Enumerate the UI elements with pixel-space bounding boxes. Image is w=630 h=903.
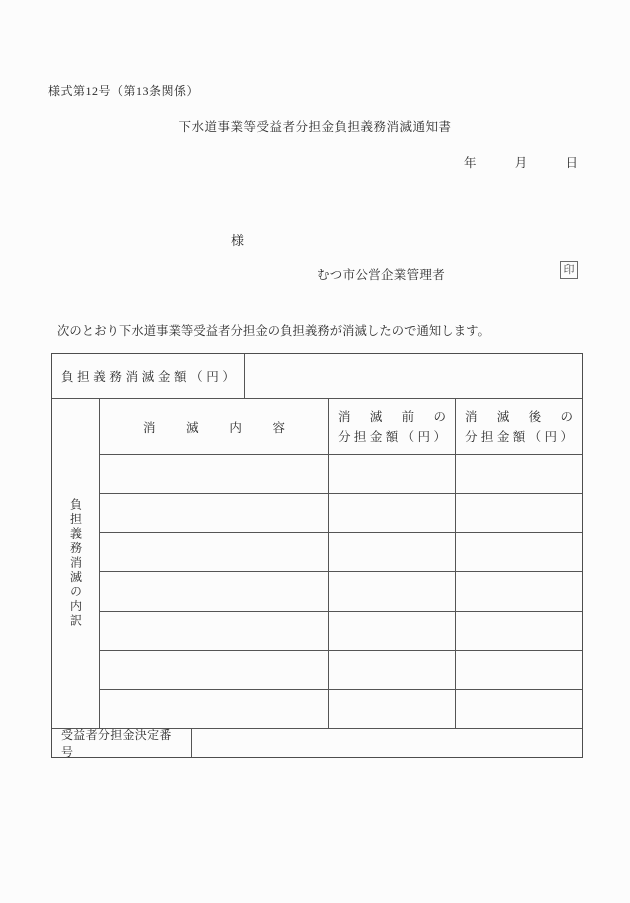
detail-after-cell [456, 690, 582, 728]
detail-before-cell [329, 455, 456, 493]
issuer-name: むつ市公営企業管理者 [317, 268, 446, 282]
header-before-cell [329, 399, 456, 454]
table-row [100, 532, 582, 571]
detail-content-cell [100, 455, 329, 493]
detail-rows-container [100, 454, 582, 728]
detail-after-cell [456, 651, 582, 689]
detail-section [52, 398, 582, 728]
detail-before-cell [329, 494, 456, 532]
table-row [100, 454, 582, 493]
date-line [464, 153, 578, 171]
document-title: 下水道事業等受益者分担金負担義務消滅通知書 [178, 120, 452, 134]
detail-before-cell [329, 690, 456, 728]
header-after-cell [456, 399, 582, 454]
header-before-line1: 消 滅 前 の [338, 409, 446, 424]
header-before-line2: 分 担 金 額 （ 円 ） [338, 429, 446, 444]
total-amount-label-cell [52, 354, 245, 398]
date-year-label: 年 [464, 156, 477, 170]
detail-content-cell [100, 572, 329, 610]
detail-content-cell [100, 533, 329, 571]
table-row [100, 493, 582, 532]
seal-mark: 印 [560, 261, 578, 279]
detail-after-cell [456, 455, 582, 493]
total-amount-value-cell [245, 354, 582, 398]
detail-side-column [52, 399, 100, 728]
total-amount-label: 負 担 義 務 消 滅 金 額 （ 円 ） [61, 370, 235, 384]
detail-after-cell [456, 572, 582, 610]
detail-content-cell [100, 690, 329, 728]
header-content-label: 消 滅 内 容 [143, 420, 285, 435]
decision-number-label: 受益者分担金決定番号 [52, 729, 192, 757]
decision-number-value-cell [192, 729, 582, 757]
header-after-line1: 消 滅 後 の [465, 409, 573, 424]
detail-content-cell [100, 651, 329, 689]
detail-header-row [100, 399, 582, 454]
decision-number-row [52, 728, 582, 757]
detail-before-cell [329, 651, 456, 689]
table-row [100, 650, 582, 689]
addressee-suffix: 様 [231, 233, 245, 248]
detail-before-cell [329, 572, 456, 610]
header-after-line2: 分 担 金 額 （ 円 ） [465, 429, 573, 444]
form-number: 様式第12号（第13条関係） [48, 84, 200, 98]
detail-content-cell [100, 494, 329, 532]
detail-after-cell [456, 533, 582, 571]
detail-before-cell [329, 533, 456, 571]
obligation-extinction-table [51, 353, 583, 758]
table-row [100, 689, 582, 728]
date-day-label: 日 [565, 156, 578, 170]
table-row [100, 611, 582, 650]
detail-before-cell [329, 612, 456, 650]
notification-sentence: 次のとおり下水道事業等受益者分担金の負担義務が消滅したので通知します。 [57, 324, 490, 338]
header-content-cell [100, 399, 329, 454]
date-month-label: 月 [514, 156, 528, 170]
detail-after-cell [456, 494, 582, 532]
table-row [100, 571, 582, 610]
detail-after-cell [456, 612, 582, 650]
total-amount-row [52, 354, 582, 398]
detail-content-cell [100, 612, 329, 650]
detail-side-label: 負担義務消滅の内訳 [68, 498, 83, 629]
